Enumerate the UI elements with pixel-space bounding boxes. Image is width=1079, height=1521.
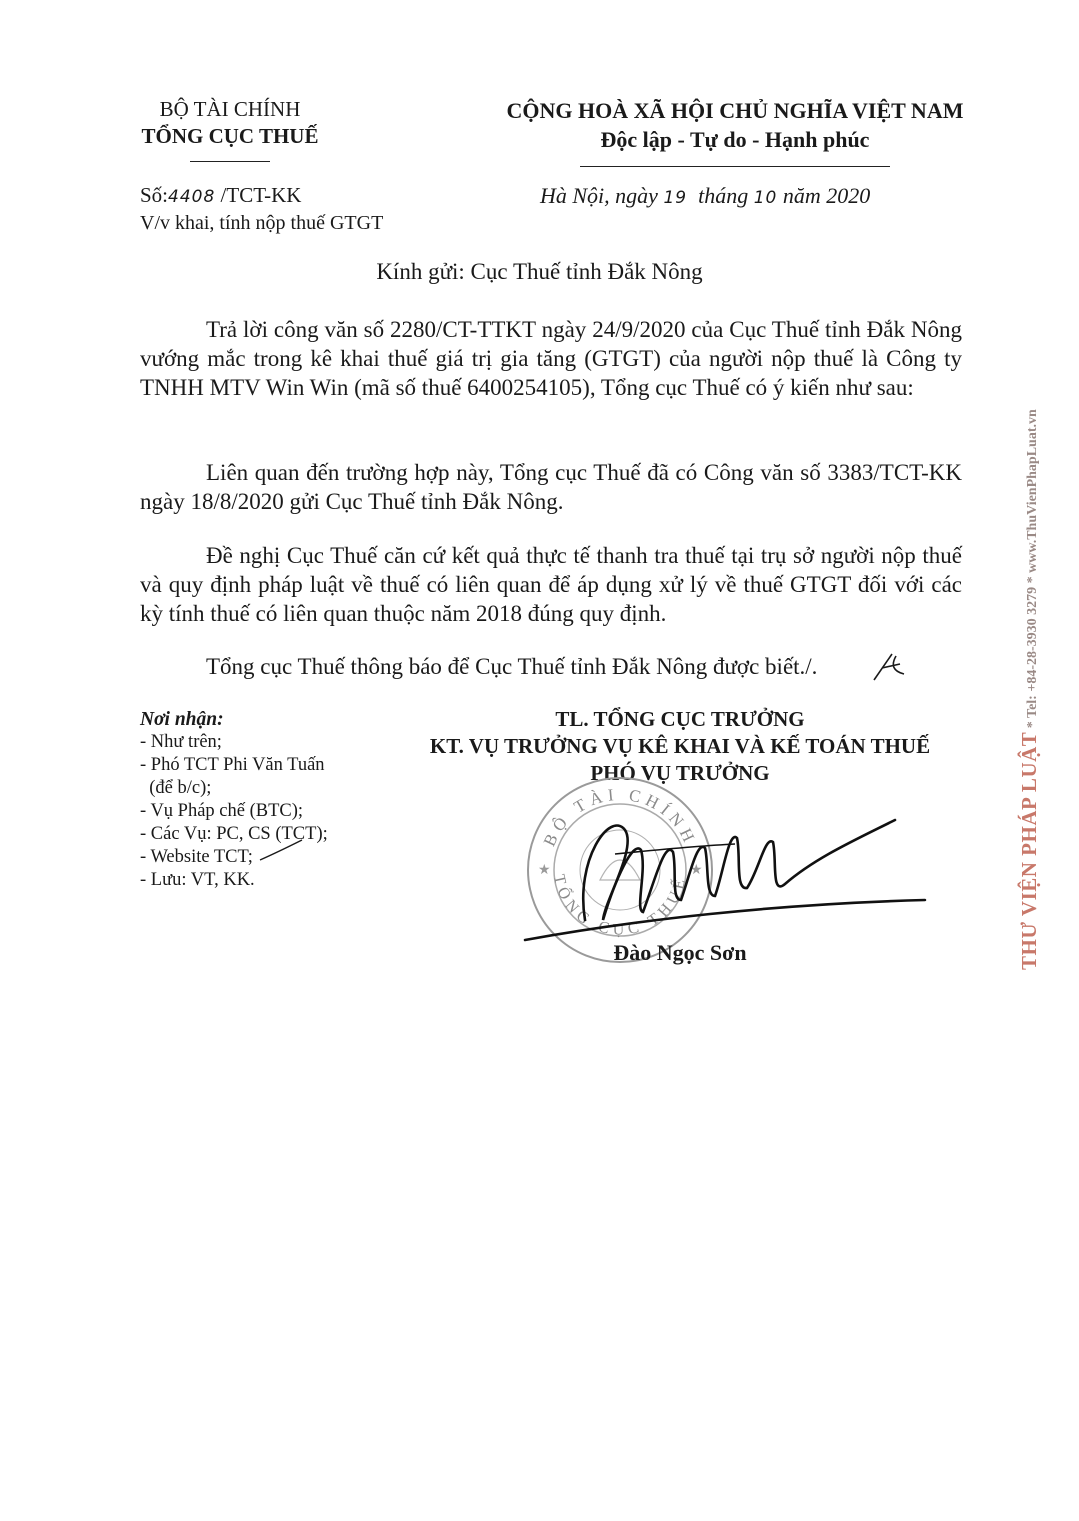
initial-mark [870,650,910,684]
date-month: 10 [753,188,778,208]
distribution-item: - Các Vụ: PC, CS (TCT); [140,824,328,844]
document-date: Hà Nội, ngày 19 tháng 10 năm 2020 [540,183,871,208]
check-mark [258,838,308,868]
distribution-item: (để b/c); [140,778,212,798]
document-reference [140,182,383,236]
country-name: CỘNG HOÀ XÃ HỘI CHỦ NGHĨA VIỆT NAM [506,98,964,123]
reference-number: 4408 [168,187,216,207]
reference-prefix: Số: [140,183,169,207]
handwritten-signature [515,800,935,960]
signature-line-1: TL. TỔNG CỤC TRƯỞNG [555,707,805,731]
recipient-line: Kính gửi: Cục Thuế tỉnh Đắk Nông [376,259,703,284]
body-paragraph: Đề nghị Cục Thuế căn cứ kết quả thực tế thanh tra thuế tại trụ sở người nộp thuế và quy định pháp luật về thuế có liên quan để áp dụng xử lý về thuế GTGT đối với các kỳ tính thuế có liên quan thuộc năm 2018 đúng quy định. [140,543,962,626]
issuer-header [120,96,340,150]
ministry-name: BỘ TÀI CHÍNH [159,97,301,121]
distribution-item: - Vụ Pháp chế (BTC); [140,801,304,821]
distribution-item: - Như trên; [140,732,222,752]
distribution-item: - Lưu: VT, KK. [140,870,255,890]
body-paragraph: Tổng cục Thuế thông báo để Cục Thuế tỉnh Đắk Nông được biết./. [206,654,818,679]
watermark-contact: * Tel: +84-28-3930 3279 * www.ThuVienPhapLuat.vn [1025,409,1040,732]
svg-text:★: ★ [690,862,703,878]
signature-line-3: PHÓ VỤ TRƯỞNG [590,761,770,785]
reference-subject: V/v khai, tính nộp thuế GTGT [140,212,384,234]
signer-name: Đào Ngọc Sơn [613,940,747,965]
distribution-item: - Phó TCT Phi Văn Tuấn [140,755,325,775]
reference-suffix: /TCT-KK [215,183,302,207]
watermark-brand: THƯ VIỆN PHÁP LUẬT [1017,731,1041,970]
body-paragraph: Liên quan đến trường hợp này, Tổng cục Thuế đã có Công văn số 3383/TCT-KK ngày 18/8/2020 gửi Cục Thuế tỉnh Đắk Nông. [140,460,962,514]
letter-body [140,458,962,516]
distribution-item: - Website TCT; [140,847,253,867]
national-header [490,96,980,154]
issuer-underline [190,161,270,162]
signature-line-2: KT. VỤ TRƯỞNG VỤ KÊ KHAI VÀ KẾ TOÁN THUẾ [429,734,931,758]
letter-body [140,541,962,628]
svg-text:TỔNG CỤC THUẾ: TỔNG CỤC THUẾ [550,872,690,939]
letter-body [140,652,962,681]
letter-body [140,315,962,402]
svg-text:BỘ TÀI CHÍNH: BỘ TÀI CHÍNH [539,784,701,850]
department-name: TỔNG CỤC THUẾ [141,124,319,148]
motto-underline [580,166,890,167]
side-watermark [1017,409,1042,970]
national-motto: Độc lập - Tự do - Hạnh phúc [600,127,870,152]
body-paragraph: Trả lời công văn số 2280/CT-TTKT ngày 24/9/2020 của Cục Thuế tỉnh Đắk Nông vướng mắc trong kê khai thuế giá trị gia tăng (GTGT) của người nộp thuế là Công ty TNHH MTV Win Win (mã số thuế 6400254105), Tổng cục Thuế có ý kiến như sau: [140,317,962,400]
date-day: 19 [663,188,688,208]
svg-text:★: ★ [538,862,551,878]
distribution-title: Nơi nhận: [140,709,224,730]
